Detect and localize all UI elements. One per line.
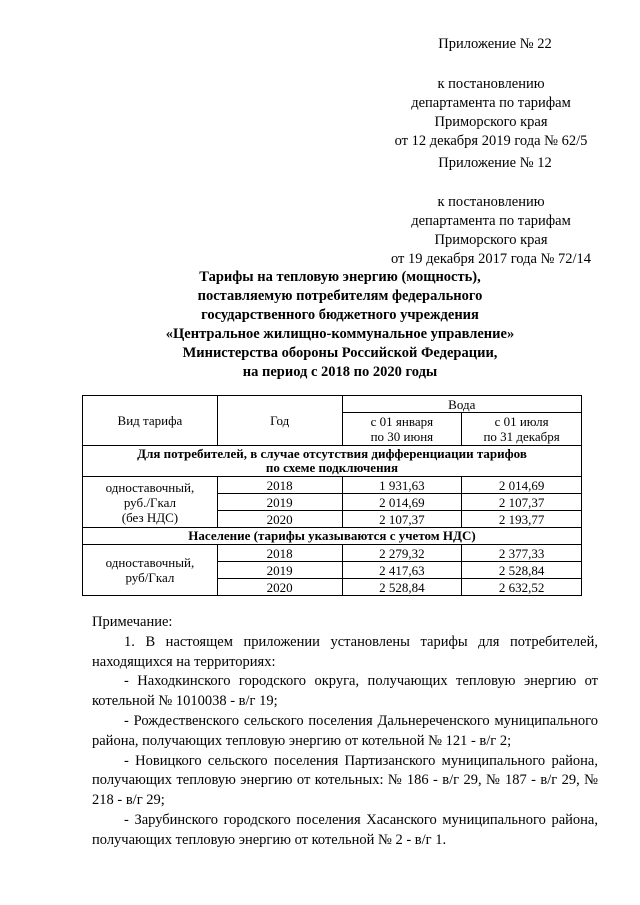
section-population: Население (тарифы указываются с учетом НДС)	[83, 528, 582, 545]
section-row	[83, 446, 582, 477]
group1-label-line1: одноставочный,	[105, 479, 195, 495]
section-consumers-line1: Для потребителей, в случае отсутствия дифференциации тарифов	[137, 446, 527, 461]
tariff-h2-cell: 2 377,33	[462, 545, 582, 562]
document-title	[100, 268, 580, 382]
section-consumers	[83, 446, 582, 477]
section-row	[83, 528, 582, 545]
appendix-12-title: Приложение № 12	[438, 155, 552, 171]
year-cell: 2019	[217, 494, 342, 511]
tariff-h1-cell: 2 014,69	[342, 494, 462, 511]
appendix-12-line1: к постановлению	[437, 194, 545, 210]
tariff-h2-cell: 2 193,77	[462, 511, 582, 528]
note-paragraph: 1. В настоящем приложении установлены тарифы для потребителей, находящихся на территориях:	[92, 633, 598, 670]
header-period-1-start: с 01 января	[370, 414, 434, 429]
title-line: на период с 2018 по 2020 годы	[242, 364, 438, 380]
note-paragraph: - Рождественского сельского поселения Дальнереченского муниципального района, получающих тепловую энергию от котельной № 121 - в/г 2;	[92, 712, 598, 749]
tariff-table	[82, 395, 582, 596]
title-line: «Центральное жилищно-коммунальное управление»	[165, 326, 515, 342]
tariff-h1-cell: 2 417,63	[342, 562, 462, 579]
tariff-h1-cell: 2 107,37	[342, 511, 462, 528]
tariff-h2-cell: 2 632,52	[462, 579, 582, 596]
tariff-h2-cell: 2 107,37	[462, 494, 582, 511]
appendix-22-line2: департамента по тарифам	[411, 95, 571, 111]
year-cell: 2018	[217, 477, 342, 494]
appendix-12-line4: от 19 декабря 2017 года № 72/14	[390, 251, 592, 267]
header-period-2-end: по 31 декабря	[483, 429, 560, 444]
appendix-22-reference	[372, 75, 610, 151]
appendix-22-line4: от 12 декабря 2019 года № 62/5	[394, 133, 588, 149]
header-period-1-end: по 30 июня	[370, 429, 434, 444]
table-header-row	[83, 396, 582, 413]
appendix-12-line3: Приморского края	[434, 232, 548, 248]
note-paragraph: - Находкинского городского округа, получающих тепловую энергию от котельной № 1010038 - в/г 19;	[92, 673, 598, 710]
section-consumers-line2: по схеме подключения	[265, 460, 399, 475]
tariff-h1-cell: 1 931,63	[342, 477, 462, 494]
header-period-2	[462, 413, 582, 446]
header-tariff-type: Вид тарифа	[83, 396, 218, 446]
group1-label	[83, 477, 218, 528]
year-cell: 2019	[217, 562, 342, 579]
note-paragraph: - Зарубинского городского поселения Хасанского муниципального района, получающих тепловую энергию от котельной № 2 - в/г 1.	[92, 811, 598, 848]
title-line: Тарифы на тепловую энергию (мощность),	[199, 269, 481, 285]
group1-label-line3: (без НДС)	[121, 509, 179, 525]
notes-section	[92, 613, 598, 851]
header-period-2-start: с 01 июля	[494, 414, 549, 429]
year-cell: 2020	[217, 579, 342, 596]
appendix-12-reference	[372, 193, 610, 269]
group2-label	[83, 545, 218, 596]
tariff-h2-cell: 2 528,84	[462, 562, 582, 579]
appendix-22-line3: Приморского края	[434, 114, 548, 130]
title-line: поставляемую потребителям федерального	[197, 288, 483, 304]
tariff-h1-cell: 2 528,84	[342, 579, 462, 596]
title-line: Министерства обороны Российской Федерации,	[182, 345, 498, 361]
tariff-h2-cell: 2 014,69	[462, 477, 582, 494]
note-paragraph: - Новицкого сельского поселения Партизанского муниципального района, получающих тепловую энергию от котельных: № 186 - в/г 29, № 187 - в/г 29, № 218 - в/г 29;	[92, 752, 598, 809]
group2-label-line1: одноставочный,	[105, 555, 195, 570]
year-cell: 2018	[217, 545, 342, 562]
header-year: Год	[217, 396, 342, 446]
appendix-12-line2: департамента по тарифам	[411, 213, 571, 229]
header-period-1	[342, 413, 462, 446]
group1-label-line2: руб./Гкал	[123, 494, 176, 510]
group2-label-line2: руб/Гкал	[125, 570, 175, 585]
appendix-22-title: Приложение № 22	[438, 36, 552, 52]
title-line: государственного бюджетного учреждения	[201, 307, 479, 323]
notes-heading: Примечание:	[92, 614, 173, 630]
appendix-22-line1: к постановлению	[437, 76, 545, 92]
tariff-h1-cell: 2 279,32	[342, 545, 462, 562]
table-row	[83, 545, 582, 562]
header-water: Вода	[342, 396, 582, 413]
table-row	[83, 477, 582, 494]
year-cell: 2020	[217, 511, 342, 528]
